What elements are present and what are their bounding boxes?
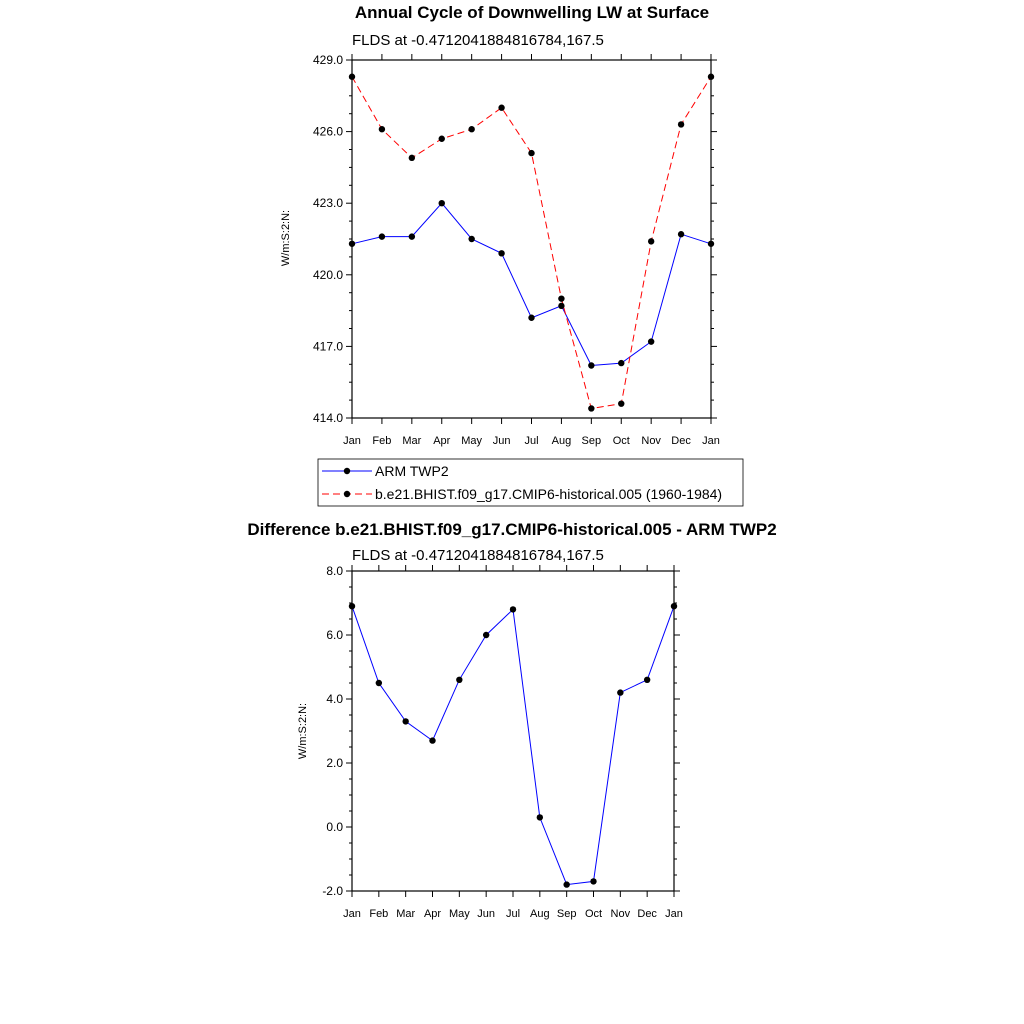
y-tick-label: 4.0 [326, 692, 343, 706]
x-tick-label: Jan [665, 908, 683, 920]
chart2-title: Difference b.e21.BHIST.f09_g17.CMIP6-historical.005 - ARM TWP2 [247, 520, 777, 539]
y-tick-label: -2.0 [322, 884, 343, 898]
chart1-y-axis-label: W/m:S:2:N: [280, 209, 292, 267]
chart1-subtitle: FLDS at -0.4712041884816784,167.5 [352, 32, 604, 49]
series-0-point [429, 737, 435, 743]
legend-label-arm-twp2: ARM TWP2 [375, 463, 449, 479]
series-1-point [528, 150, 534, 156]
y-tick-label: 8.0 [326, 564, 343, 578]
x-tick-label: Feb [369, 908, 389, 920]
series-0-point [483, 632, 489, 638]
y-tick-label: 6.0 [326, 628, 343, 642]
series-0-point [376, 680, 382, 686]
x-tick-label: Apr [433, 435, 451, 447]
x-tick-label: Mar [402, 435, 422, 447]
series-0-point [468, 236, 474, 242]
series-1-point [409, 155, 415, 161]
series-0-point [618, 360, 624, 366]
series-0-point [708, 241, 714, 247]
series-0-point [510, 606, 516, 612]
y-tick-label: 423.0 [312, 196, 343, 211]
series-1-point [498, 105, 504, 111]
x-tick-label: Aug [551, 435, 572, 447]
chart2-subtitle: FLDS at -0.4712041884816784,167.5 [352, 547, 604, 564]
x-tick-label: Nov [641, 435, 661, 447]
x-tick-label: Sep [581, 435, 602, 447]
series-0-point [349, 603, 355, 609]
x-tick-label: Jun [492, 435, 511, 447]
x-tick-label: Dec [637, 908, 657, 920]
series-1-point [468, 126, 474, 132]
series-0-point [648, 338, 654, 344]
x-tick-label: Sep [556, 908, 577, 920]
x-tick-label: Feb [372, 435, 392, 447]
series-1-point [678, 121, 684, 127]
series-0-point [678, 231, 684, 237]
x-tick-label: Jan [343, 435, 361, 447]
x-tick-label: Jul [505, 908, 521, 920]
series-0-point [409, 233, 415, 239]
y-tick-label: 417.0 [312, 339, 343, 354]
y-tick-label: 426.0 [312, 124, 343, 139]
x-tick-label: Oct [612, 435, 630, 447]
series-0-point [456, 677, 462, 683]
series-1-point [708, 74, 714, 80]
x-tick-label: Oct [584, 908, 603, 920]
y-tick-label: 414.0 [312, 411, 343, 425]
legend-label-model: b.e21.BHIST.f09_g17.CMIP6-historical.005 (1960-1984) [375, 486, 723, 502]
series-0-point [402, 718, 408, 724]
legend-marker-model [344, 491, 350, 497]
x-tick-label: Jun [477, 908, 496, 920]
chart1-legend [318, 459, 743, 506]
series-0-point [537, 814, 543, 820]
series-1-point [439, 136, 445, 142]
series-1-point [558, 295, 564, 301]
x-tick-label: Aug [530, 908, 550, 920]
x-tick-label: Dec [671, 435, 691, 447]
x-tick-label: Apr [423, 908, 442, 920]
x-tick-label: Jan [702, 435, 720, 447]
series-0-point [617, 689, 623, 695]
series-1-point [618, 400, 624, 406]
x-tick-label: Jan [343, 908, 361, 920]
series-0-point [379, 233, 385, 239]
series-0-point [590, 878, 596, 884]
y-tick-label: 420.0 [312, 267, 343, 282]
series-0-point [558, 303, 564, 309]
legend-marker-arm-twp2 [344, 468, 350, 474]
series-0-point [644, 677, 650, 683]
x-tick-label: May [461, 435, 483, 447]
series-0-point [349, 241, 355, 247]
series-0-point [588, 362, 594, 368]
series-0-point [528, 315, 534, 321]
x-tick-label: Mar [396, 908, 416, 920]
x-tick-label: May [448, 908, 470, 920]
series-1-point [588, 405, 594, 411]
series-0-point [563, 881, 569, 887]
series-0-point [439, 200, 445, 206]
chart1-title: Annual Cycle of Downwelling LW at Surface [354, 3, 710, 22]
x-tick-label: Nov [610, 908, 631, 920]
y-tick-label: 429.0 [312, 53, 343, 67]
series-1-point [379, 126, 385, 132]
y-tick-label: 0.0 [326, 820, 343, 834]
x-tick-label: Jul [524, 435, 539, 447]
series-1-point [648, 238, 654, 244]
chart2-y-axis-label: W/m:S:2:N: [297, 702, 309, 760]
series-1-point [349, 74, 355, 80]
y-tick-label: 2.0 [326, 756, 343, 770]
series-0-point [498, 250, 504, 256]
series-0-point [671, 603, 677, 609]
